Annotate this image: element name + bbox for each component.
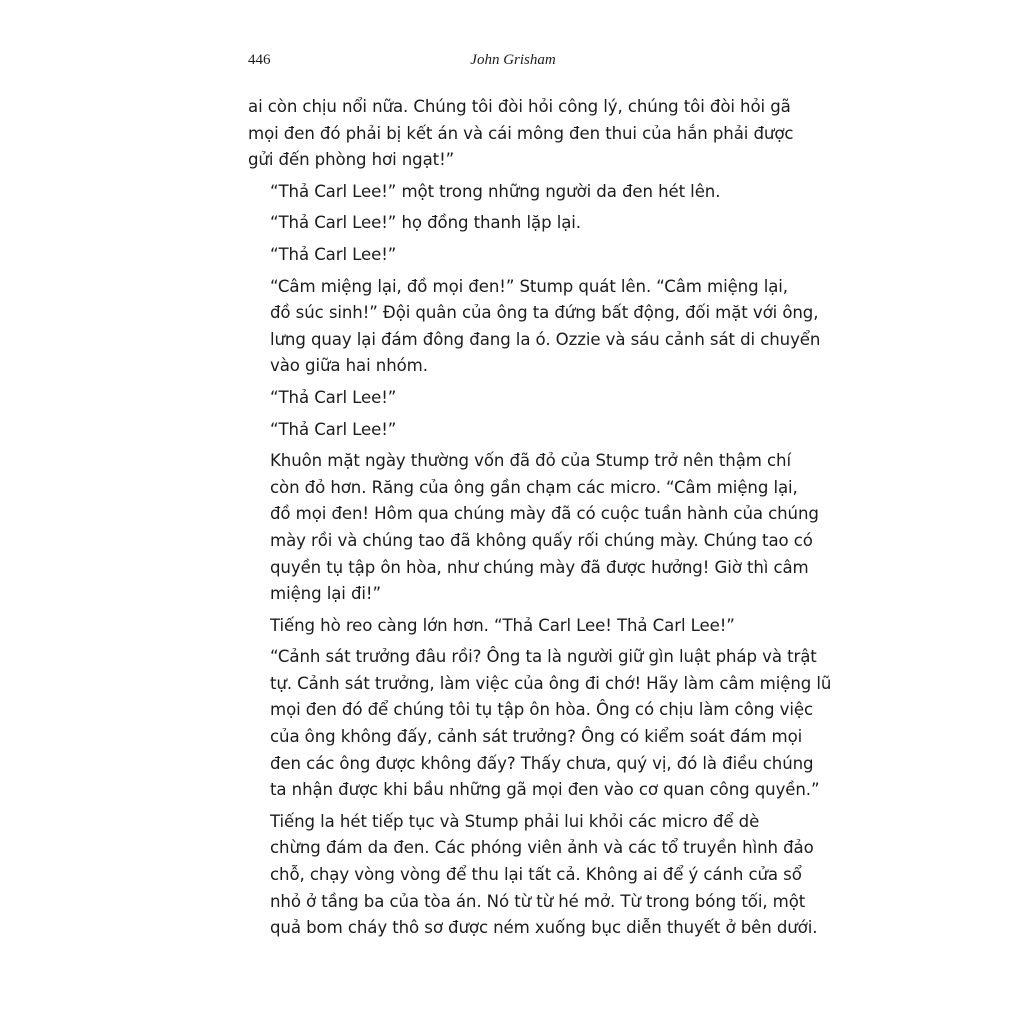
running-head-author: John Grisham [470,52,556,68]
text-line: quyền tụ tập ôn hòa, như chúng mày đã được hưởng! Giờ thì câm [270,557,809,577]
paragraph [248,94,794,174]
body-text [248,94,832,947]
text-line: đồ mọi đen! Hôm qua chúng mày đã có cuộc tuần hành của chúng [270,504,819,524]
paragraph [248,448,819,608]
text-line: mọi đen đó để chúng tôi tụ tập ôn hòa. Ông có chịu làm công việc [270,700,814,720]
text-line: chỗ, chạy vòng vòng để thu lại tất cả. Không ai để ý cánh cửa sổ [270,865,802,885]
paragraph [248,644,832,804]
paragraph [248,242,780,269]
text-line: Tiếng la hét tiếp tục và Stump phải lui khỏi các micro để dè [270,811,760,831]
text-line: tự. Cảnh sát trưởng, làm việc của ông đi chớ! Hãy làm câm miệng lũ [270,673,832,693]
page-header [248,48,778,72]
text-line: “Thả Carl Lee!” [270,419,397,439]
text-line: của ông không đấy, cảnh sát trưởng? Ông có kiểm soát đám mọi [270,727,803,747]
paragraph [248,417,780,444]
paragraph [248,385,780,412]
text-line: “Thả Carl Lee!” [270,387,397,407]
paragraph [248,210,780,237]
paragraph [248,179,780,206]
text-line: mọi đen đó phải bị kết án và cái mông đen thui của hắn phải được [248,123,794,143]
text-line: ta nhận được khi bầu những gã mọi đen vào cơ quan công quyền.” [270,780,820,800]
text-line: quả bom cháy thô sơ được ném xuống bục diễn thuyết ở bên dưới. [270,918,818,938]
text-line: chừng đám da đen. Các phóng viên ảnh và các tổ truyền hình đảo [270,838,814,858]
text-line: “Câm miệng lại, đồ mọi đen!” Stump quát lên. “Câm miệng lại, [270,276,788,296]
page-number: 446 [248,52,271,68]
text-line: “Thả Carl Lee!” họ đồng thanh lặp lại. [270,213,581,233]
paragraph [248,809,818,942]
text-line: đen các ông được không đấy? Thấy chưa, quý vị, đó là điều chúng [270,753,814,773]
text-line: Khuôn mặt ngày thường vốn đã đỏ của Stump trở nên thậm chí [270,451,791,471]
text-line: “Cảnh sát trưởng đâu rồi? Ông ta là người giữ gìn luật pháp và trật [270,647,817,667]
text-line: Tiếng hò reo càng lớn hơn. “Thả Carl Lee! Thả Carl Lee!” [270,615,735,635]
text-line: miệng lại đi!” [270,584,381,604]
text-line: nhỏ ở tầng ba của tòa án. Nó từ từ hé mở. Từ trong bóng tối, một [270,891,806,911]
text-line: lưng quay lại đám đông đang la ó. Ozzie và sáu cảnh sát di chuyển [270,329,821,349]
paragraph [248,613,780,640]
text-line: “Thả Carl Lee!” [270,244,397,264]
text-line: đồ súc sinh!” Đội quân của ông ta đứng bất động, đối mặt với ông, [270,303,819,323]
text-line: mày rồi và chúng tao đã không quấy rối chúng mày. Chúng tao có [270,530,813,550]
text-line: vào giữa hai nhóm. [270,356,428,376]
paragraph [248,274,821,380]
text-line: gửi đến phòng hơi ngạt!” [248,150,455,170]
text-line: “Thả Carl Lee!” một trong những người da đen hét lên. [270,181,721,201]
text-line: còn đỏ hơn. Răng của ông gần chạm các micro. “Câm miệng lại, [270,477,798,497]
text-line: ai còn chịu nổi nữa. Chúng tôi đòi hỏi công lý, chúng tôi đòi hỏi gã [248,97,791,116]
